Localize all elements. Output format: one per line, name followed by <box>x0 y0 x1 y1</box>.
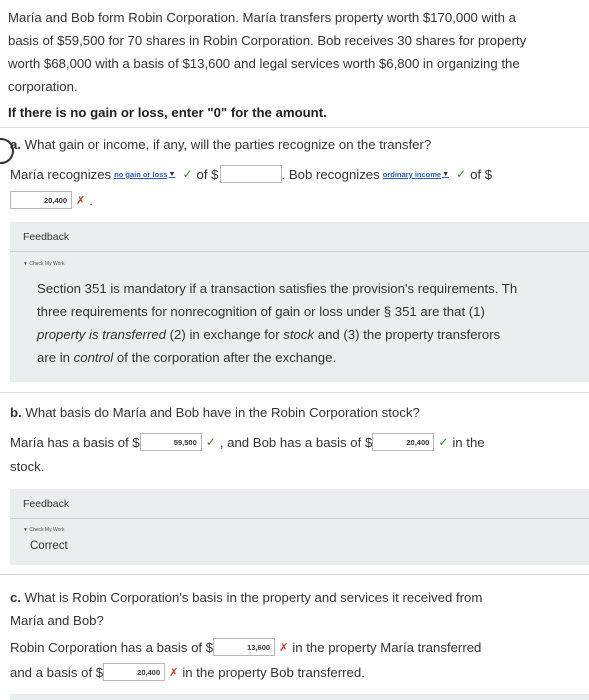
feedback-line-3-part: (2) in exchange for <box>166 327 284 342</box>
divider <box>0 127 589 128</box>
check-icon: ✓ <box>456 167 467 181</box>
feedback-title: Feedback <box>23 231 70 243</box>
in-the-text: in the <box>452 434 485 450</box>
divider <box>0 392 589 393</box>
part-c-question-text-2: María and Bob? <box>10 613 104 628</box>
feedback-line-4 <box>37 346 587 369</box>
feedback-correct-text: Correct <box>30 540 68 552</box>
of-dollar-label: of $ <box>196 166 219 182</box>
bob-amount-input[interactable]: 20,400 <box>10 191 72 209</box>
bob-recognition-select[interactable] <box>383 170 449 179</box>
part-c-answer-line-2 <box>10 663 365 681</box>
incorrect-x-icon: ✗ <box>279 641 289 654</box>
period-text: . <box>89 192 93 208</box>
feedback-line-4-tail: of the corporation after the exchange. <box>113 350 337 365</box>
part-b-answer-line-2 <box>10 459 44 474</box>
part-c-question <box>10 586 482 632</box>
check-my-work-toggle[interactable]: ▼ Check My Work <box>23 261 65 267</box>
part-b-question-text: What basis do María and Bob have in the Robin Corporation stock? <box>25 405 420 420</box>
maria-amount-input[interactable] <box>220 165 282 183</box>
feedback-panel-c <box>10 694 589 700</box>
check-icon: ✓ <box>438 435 449 449</box>
maria-basis-input[interactable]: 59,500 <box>140 433 202 451</box>
emph-stock: stock <box>283 327 315 342</box>
instruction-text: If there is no gain or loss, enter "0" for the amount. <box>8 105 327 120</box>
bob-basis-label: , and Bob has a basis of $ <box>219 434 373 450</box>
bob-property-text: in the property Bob transferred. <box>182 664 365 680</box>
incorrect-x-icon: ✗ <box>169 666 179 679</box>
feedback-title: Feedback <box>23 498 70 510</box>
robin-bob-basis-input[interactable]: 20,400 <box>103 663 165 681</box>
feedback-line-3 <box>37 323 587 346</box>
maria-recognizes-label: María recognizes <box>10 166 112 182</box>
check-icon: ✓ <box>205 435 216 449</box>
check-my-work-toggle[interactable]: ▼ Check My Work <box>23 527 65 533</box>
emph-control: control <box>73 350 114 365</box>
stock-text: stock. <box>10 459 45 474</box>
bob-select-value: ordinary income <box>382 169 442 179</box>
check-my-work-label: Check My Work <box>29 261 65 267</box>
maria-recognition-select[interactable] <box>114 170 175 179</box>
check-my-work-label: Check My Work <box>29 527 65 533</box>
dropdown-caret-icon: ▼ <box>168 170 176 178</box>
maria-select-value: no gain or loss <box>114 169 168 179</box>
maria-basis-label: María has a basis of $ <box>10 434 140 450</box>
part-a-label: a. <box>10 137 21 152</box>
part-a-question-text: What gain or income, if any, will the parties recognize on the transfer? <box>24 137 432 152</box>
problem-intro: María and Bob form Robin Corporation. María transfers property worth $170,000 with a basis of $59,500 for 70 shares in Robin Corporation. Bob receives 30 shares for property worth $68,000 with a basis of $13,600 and legal services worth $6,800 in organizing the corporation. <box>8 10 527 94</box>
bob-recognizes-label: . Bob recognizes <box>281 166 380 182</box>
feedback-explanation <box>37 277 587 369</box>
part-a-answer-line <box>10 165 492 183</box>
feedback-panel-a <box>10 222 589 382</box>
feedback-line-4-head: are in <box>37 350 74 365</box>
part-a-question <box>10 137 431 152</box>
part-c-label: c. <box>10 590 21 605</box>
feedback-line-3-tail: and (3) the property transferors <box>314 327 501 342</box>
part-c-answer-line-1 <box>10 638 481 656</box>
feedback-divider <box>10 518 589 519</box>
robin-maria-basis-input[interactable]: 13,600 <box>213 638 275 656</box>
feedback-panel-b <box>10 489 589 565</box>
part-b-answer-line <box>10 433 485 451</box>
divider <box>0 574 589 575</box>
bob-of-dollar-label: of $ <box>470 166 493 182</box>
feedback-line-2: three requirements for nonrecognition of gain or loss under § 351 are that (1) <box>37 304 485 319</box>
part-c-question-text-1: What is Robin Corporation's basis in the property and services it received from <box>24 590 483 605</box>
maria-property-text: in the property María transferred <box>292 639 482 655</box>
dropdown-caret-icon: ▼ <box>442 170 450 178</box>
bob-basis-input[interactable]: 20,400 <box>372 433 434 451</box>
incorrect-x-icon: ✗ <box>76 194 86 207</box>
robin-basis-label: Robin Corporation has a basis of $ <box>10 639 214 655</box>
check-icon: ✓ <box>182 167 193 181</box>
and-basis-label: and a basis of $ <box>10 664 104 680</box>
emph-property: property is transferred <box>37 327 166 342</box>
feedback-line-1: Section 351 is mandatory if a transaction satisfies the provision's requirements. Th <box>37 281 518 296</box>
part-b-question <box>10 405 420 420</box>
part-b-label: b. <box>10 405 22 420</box>
part-a-answer-line-2 <box>10 191 93 209</box>
feedback-divider <box>10 251 589 252</box>
